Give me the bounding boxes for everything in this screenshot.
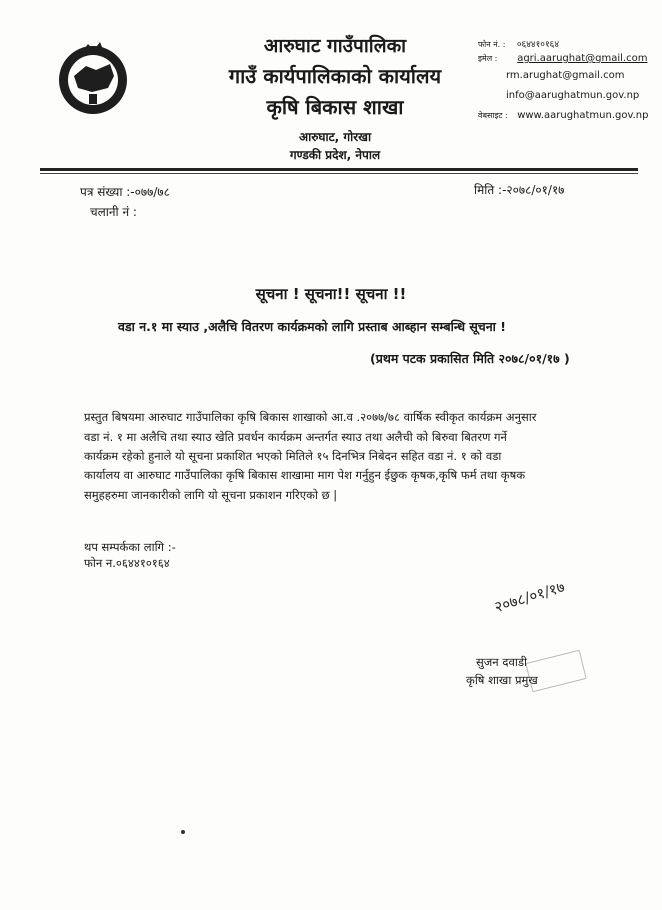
notice-subject: वडा न.१ मा स्याउ ,अलैचि वितरण कार्यक्रमको लागि प्रस्ताब आब्हान सम्बन्धि सूचना ! xyxy=(118,319,506,334)
email-value-3: info@aarughatmun.gov.np xyxy=(506,90,640,101)
reference-number: पत्र संख्या :-०७७/७८ xyxy=(80,185,170,199)
body-line-3: कार्यक्रम रहेको हुनाले यो सूचना प्रकाशित भएको मितिले १५ दिनभित्र निबेदन सहित वडा नं. १ को वडा xyxy=(84,449,502,463)
contact-email-1 xyxy=(478,53,647,64)
letter-date: मिति :-२०७८/०१/१७ xyxy=(474,183,565,197)
header-rule-thick xyxy=(40,168,638,171)
website-label: वेबसाइट : xyxy=(478,111,508,120)
contact-phone xyxy=(478,37,559,50)
more-contact-phone: फोन न.०६४४१०१६४ xyxy=(84,556,170,570)
scan-speck xyxy=(181,830,185,834)
signatory-name: सुजन दवाडी xyxy=(476,655,527,669)
first-publication-date: (प्रथम पटक प्रकासित मिति २०७८/०१/१७ ) xyxy=(370,351,570,366)
signatory-title: कृषि शाखा प्रमुख xyxy=(466,673,538,687)
province-name: गण्डकी प्रदेश, नेपाल xyxy=(289,148,381,162)
more-contact-label: थप सम्पर्कका लागि :- xyxy=(84,540,176,554)
office-location: आरुघाट, गोरखा xyxy=(298,130,372,144)
body-line-4: कार्यालय वा आरुघाट गाउँपालिका कृषि बिकास शाखामा माग पेश गर्नुहुन ईछुक कृषक,कृषि फर्म तथा कृषक xyxy=(84,468,526,482)
body-line-1: प्रस्तुत बिषयमा आरुघाट गाउँपालिका कृषि बिकास शाखाको आ.व .२०७७/७८ वार्षिक स्वीकृत कार्यक्रम अनुसार xyxy=(84,410,537,424)
section-name: कृषि बिकास शाखा xyxy=(266,95,404,119)
email-label: इमेल : xyxy=(478,54,498,63)
website-value: www.aarughatmun.gov.np xyxy=(517,110,649,121)
phone-value: ०६४४१०१६४ xyxy=(516,40,559,50)
email-value-2: rm.arughat@gmail.com xyxy=(506,70,625,81)
nepal-emblem-logo xyxy=(52,36,134,118)
header-rule-thin xyxy=(40,173,638,174)
notice-title: सूचना ! सूचना!! सूचना !! xyxy=(255,285,407,303)
email-value-1: agri.aarughat@gmail.com xyxy=(517,53,648,64)
handwritten-signature-date: २०७८/०१/१७ xyxy=(492,577,567,617)
body-line-2: वडा नं. १ मा अलैचि तथा स्याउ खेति प्रवर्धन कार्यक्रम अन्तर्गत स्याउ तथा अलैची को बिरुवा बितरण गर्ने xyxy=(84,430,507,444)
office-name: गाउँ कार्यपालिकाको कार्यालय xyxy=(228,64,442,88)
municipality-name: आरुघाट गाउँपालिका xyxy=(263,35,407,57)
contact-website xyxy=(478,110,649,121)
dispatch-number: चलानी नं : xyxy=(90,205,137,219)
phone-label: फोन नं. : xyxy=(478,40,506,49)
body-line-5: समुहहरुमा जानकारीको लागि यो सूचना प्रकाशन गरिएको छ | xyxy=(84,488,338,502)
